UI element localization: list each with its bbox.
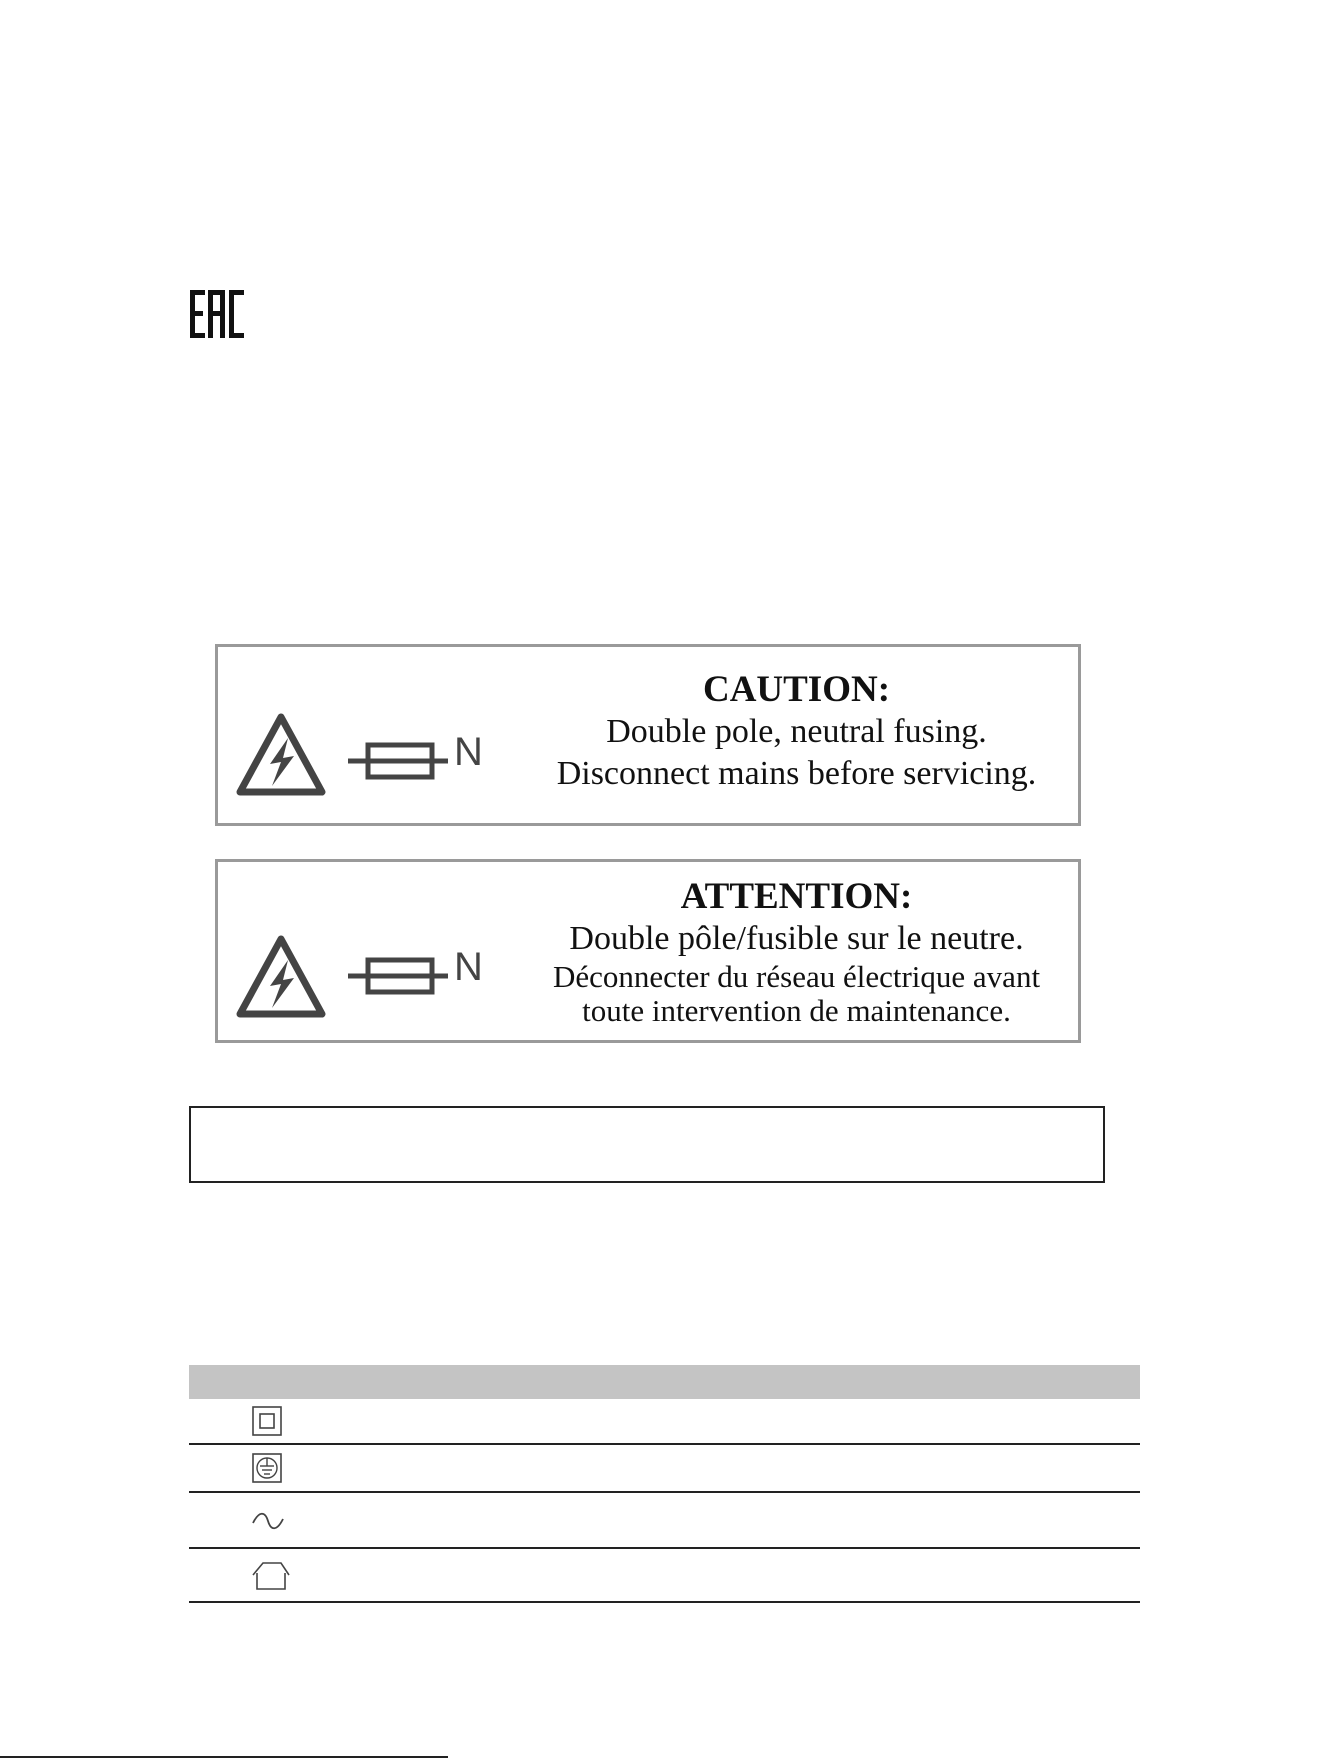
alternating-current-icon	[251, 1511, 285, 1531]
note-box	[189, 1106, 1105, 1183]
attention-line-2: Déconnecter du réseau électrique avant	[552, 959, 1041, 994]
caution-line-1: Double pole, neutral fusing.	[606, 713, 987, 750]
protective-earth-icon	[251, 1452, 283, 1484]
indoor-use-icon	[251, 1559, 291, 1591]
fuse-neutral-letter: N	[454, 730, 483, 774]
fuse-icon	[348, 940, 488, 1000]
caution-title: CAUTION:	[702, 669, 891, 710]
electric-shock-warning-icon	[236, 934, 326, 1018]
attention-line-1: Double pôle/fusible sur le neutre.	[569, 920, 1024, 957]
electric-shock-warning-icon	[236, 712, 326, 796]
eac-conformity-mark-icon	[188, 288, 246, 340]
symbols-table	[189, 1365, 1140, 1603]
caution-label	[215, 644, 1081, 826]
fuse-neutral-letter: N	[454, 945, 483, 989]
table-row	[189, 1399, 1140, 1445]
table-header	[189, 1365, 1140, 1399]
double-insulation-icon	[251, 1405, 283, 1437]
attention-label	[215, 859, 1081, 1043]
caution-line-2: Disconnect mains before servicing.	[556, 755, 1037, 792]
table-row	[189, 1493, 1140, 1549]
table-row	[189, 1549, 1140, 1603]
fuse-icon	[348, 725, 488, 785]
table-row	[189, 1445, 1140, 1493]
attention-title: ATTENTION:	[680, 876, 913, 917]
attention-line-3: toute intervention de maintenance.	[582, 993, 1011, 1028]
